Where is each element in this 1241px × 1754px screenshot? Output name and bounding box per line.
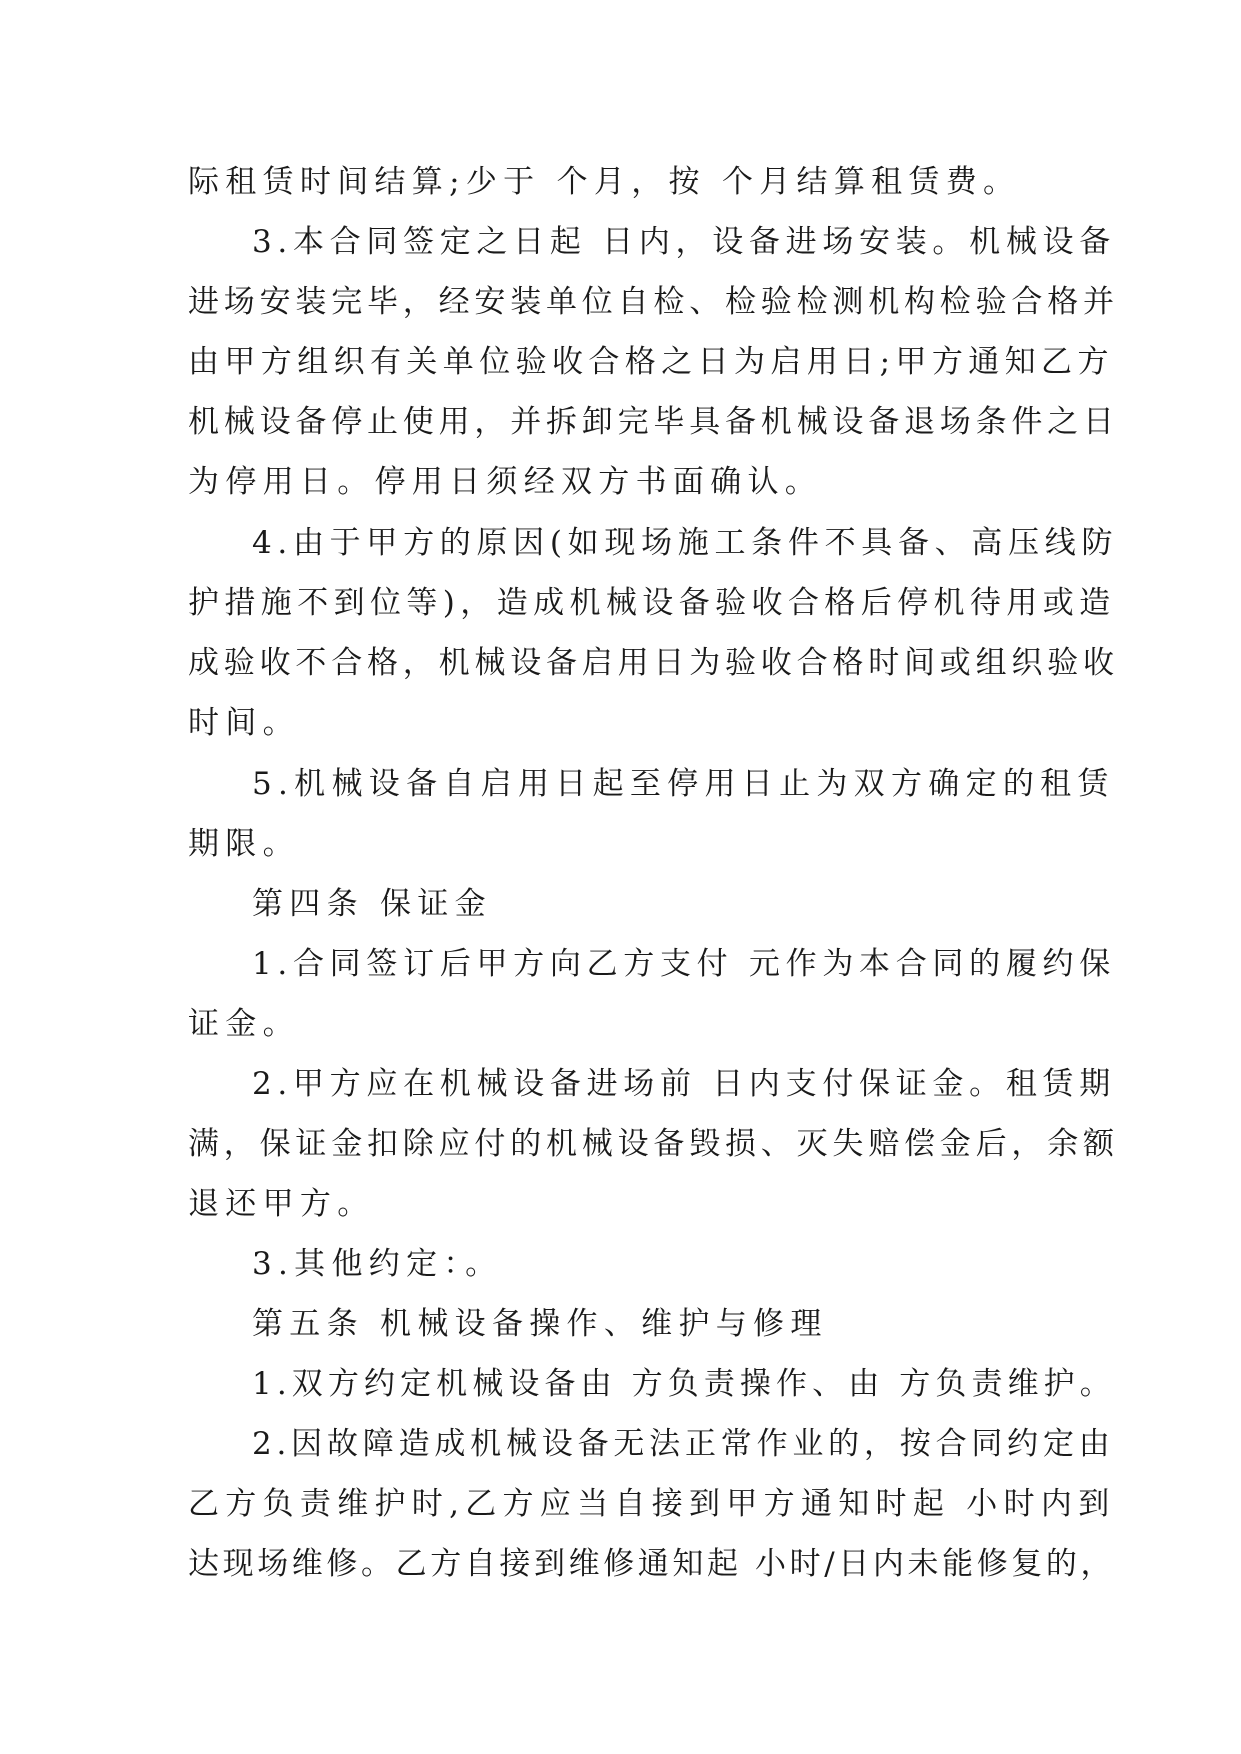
text-line: 期限。 [188, 826, 300, 862]
text-line: 由甲方组织有关单位验收合格之日为启用日;甲方通知乙方 [188, 344, 1114, 380]
text-line: 达现场维修。乙方自接到维修通知起 小时/日内未能修复的， [188, 1546, 1116, 1582]
text-line: 际租赁时间结算;少于 个月，按 个月结算租赁费。 [188, 164, 1021, 200]
text-line: 进场安装完毕，经安装单位自检、检验检测机构检验合格并 [188, 284, 1119, 320]
text-line: 机械设备停止使用，并拆卸完毕具备机械设备退场条件之日 [188, 404, 1119, 440]
text-line: 1.双方约定机械设备由 方负责操作、由 方负责维护。 [252, 1366, 1116, 1402]
section-heading: 第四条 保证金 [252, 886, 492, 922]
text-line: 2.因故障造成机械设备无法正常作业的，按合同约定由 [252, 1426, 1115, 1462]
text-line: 退还甲方。 [188, 1186, 375, 1222]
text-line: 3.其他约定：。 [252, 1246, 503, 1282]
text-line: 5.机械设备自启用日起至停用日止为双方确定的租赁 [252, 766, 1115, 802]
text-line: 3.本合同签定之日起 日内，设备进场安装。机械设备 [252, 224, 1116, 260]
text-line: 为停用日。停用日须经双方书面确认。 [188, 464, 823, 500]
text-line: 成验收不合格，机械设备启用日为验收合格时间或组织验收 [188, 645, 1119, 681]
text-line: 时间。 [188, 705, 300, 741]
text-line: 4.由于甲方的原因(如现场施工条件不具备、高压线防 [252, 525, 1119, 561]
section-heading: 第五条 机械设备操作、维护与修理 [252, 1306, 828, 1342]
text-line: 证金。 [188, 1006, 300, 1042]
text-line: 1.合同签订后甲方向乙方支付 元作为本合同的履约保 [252, 946, 1116, 982]
text-line: 护措施不到位等)，造成机械设备验收合格后停机待用或造 [188, 585, 1116, 621]
text-line: 乙方负责维护时,乙方应当自接到甲方通知时起 小时内到 [188, 1486, 1116, 1522]
text-line: 满，保证金扣除应付的机械设备毁损、灭失赔偿金后，余额 [188, 1126, 1119, 1162]
text-line: 2.甲方应在机械设备进场前 日内支付保证金。租赁期 [252, 1066, 1116, 1102]
